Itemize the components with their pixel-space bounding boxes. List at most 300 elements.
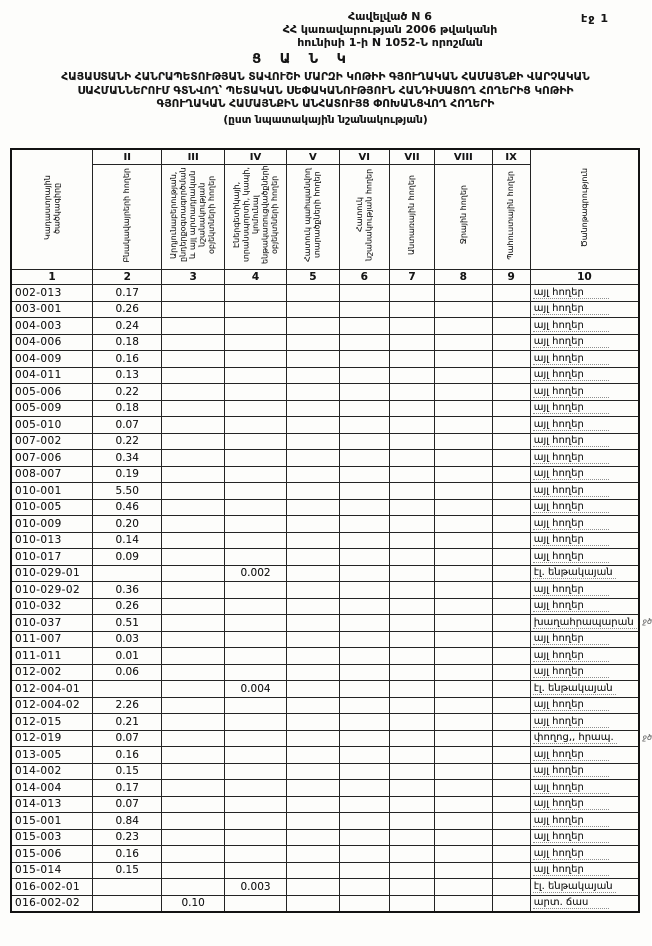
- note-cell: [530, 565, 639, 582]
- value-cell-col9: [492, 780, 530, 797]
- value-cell-col2: 0.01: [93, 648, 162, 665]
- note-text: այլ հողեր: [533, 699, 609, 711]
- note-cell: [530, 747, 639, 764]
- value-cell-col6: [339, 417, 389, 434]
- header-water-lands: Ջրային հողեր: [435, 165, 492, 270]
- note-cell: [530, 862, 639, 879]
- value-cell-col4: [224, 664, 286, 681]
- value-cell-col9: [492, 846, 530, 863]
- cadastral-code-cell: 016-002-02: [11, 895, 93, 912]
- value-cell-col7: [389, 301, 434, 318]
- table-row: [11, 301, 639, 318]
- cadastral-code-cell: 004-009: [11, 351, 93, 368]
- value-cell-col6: [339, 301, 389, 318]
- value-cell-col3: [162, 780, 224, 797]
- value-cell-col7: [389, 763, 434, 780]
- value-cell-col4: [224, 730, 286, 747]
- cadastral-code-cell: 010-017: [11, 549, 93, 566]
- value-cell-col2: 0.17: [93, 780, 162, 797]
- value-cell-col2: 0.34: [93, 450, 162, 467]
- value-cell-col5: [287, 466, 339, 483]
- value-cell-col9: [492, 747, 530, 764]
- note-cell: [530, 829, 639, 846]
- table-row: [11, 697, 639, 714]
- table-row: [11, 516, 639, 533]
- note-cell: [530, 318, 639, 335]
- value-cell-col5: [287, 598, 339, 615]
- note-cell: [530, 351, 639, 368]
- value-cell-col3: [162, 433, 224, 450]
- value-cell-col8: [435, 433, 492, 450]
- value-cell-col3: [162, 631, 224, 648]
- value-cell-col4: [224, 862, 286, 879]
- note-cell: [530, 813, 639, 830]
- value-cell-col7: [389, 730, 434, 747]
- value-cell-col9: [492, 714, 530, 731]
- value-cell-col5: [287, 895, 339, 912]
- value-cell-col8: [435, 615, 492, 632]
- value-cell-col7: [389, 417, 434, 434]
- subtitle-line: ՀԱՅԱՍՏԱՆԻ ՀԱՆՐԱՊԵՏՈՒԹՅԱՆ ՏԱՎՈՒՇԻ ՄԱՐԶԻ ԿՈԹԻԻ ԳՅՈՒՂԱԿԱՆ ՀԱՄԱՅՆՔԻ ՎԱՐՉԱԿԱՆ: [61, 71, 590, 83]
- cadastral-code-cell: 004-011: [11, 367, 93, 384]
- value-cell-col3: [162, 747, 224, 764]
- note-cell: [530, 681, 639, 698]
- note-text: խաղահրապարան: [533, 617, 637, 629]
- value-cell-col3: [162, 318, 224, 335]
- value-cell-col9: [492, 582, 530, 599]
- roman-VI: VI: [339, 149, 389, 165]
- value-cell-col4: [224, 301, 286, 318]
- value-cell-col3: [162, 846, 224, 863]
- table-row: [11, 318, 639, 335]
- value-cell-col7: [389, 796, 434, 813]
- value-cell-col8: [435, 813, 492, 830]
- value-cell-col9: [492, 796, 530, 813]
- value-cell-col9: [492, 648, 530, 665]
- note-cell: [530, 400, 639, 417]
- value-cell-col9: [492, 664, 530, 681]
- value-cell-col8: [435, 549, 492, 566]
- value-cell-col7: [389, 780, 434, 797]
- note-text: էլ. ենթակայան: [533, 881, 616, 893]
- value-cell-col4: [224, 433, 286, 450]
- value-cell-col6: [339, 648, 389, 665]
- value-cell-col2: [93, 681, 162, 698]
- value-cell-col5: [287, 334, 339, 351]
- value-cell-col2: 0.22: [93, 384, 162, 401]
- value-cell-col7: [389, 318, 434, 335]
- table-row: [11, 598, 639, 615]
- value-cell-col3: [162, 648, 224, 665]
- value-cell-col2: [93, 565, 162, 582]
- value-cell-col2: 0.07: [93, 796, 162, 813]
- cadastral-code-cell: 012-004-02: [11, 697, 93, 714]
- value-cell-col8: [435, 565, 492, 582]
- cadastral-code-cell: 007-002: [11, 433, 93, 450]
- value-cell-col7: [389, 829, 434, 846]
- value-cell-col5: [287, 549, 339, 566]
- note-text: այլ հողեր: [533, 336, 609, 348]
- subtitle-line: ԳՅՈՒՂԱԿԱՆ ՀԱՄԱՅՆՔԻՆ ԱՆՀԱՏՈՒՅՑ ՓՈԽԱՆՑՎՈՂ ՀՈՂԵՐԻ: [156, 98, 495, 110]
- value-cell-col6: [339, 829, 389, 846]
- value-cell-col5: [287, 829, 339, 846]
- value-cell-col5: [287, 367, 339, 384]
- value-cell-col7: [389, 565, 434, 582]
- roman-VIII: VIII: [435, 149, 492, 165]
- note-cell: [530, 763, 639, 780]
- value-cell-col6: [339, 714, 389, 731]
- value-cell-col4: [224, 351, 286, 368]
- value-cell-col8: [435, 730, 492, 747]
- cadastral-code-cell: 007-006: [11, 450, 93, 467]
- appendix-block: [170, 10, 610, 49]
- note-cell: [530, 285, 639, 302]
- note-cell: [530, 664, 639, 681]
- cadastral-code-cell: 005-009: [11, 400, 93, 417]
- value-cell-col6: [339, 549, 389, 566]
- column-number-row: [11, 270, 639, 285]
- value-cell-col4: [224, 615, 286, 632]
- value-cell-col4: [224, 483, 286, 500]
- note-text: այլ հողեր: [533, 831, 609, 843]
- value-cell-col9: [492, 384, 530, 401]
- note-cell: [530, 516, 639, 533]
- value-cell-col2: 0.16: [93, 846, 162, 863]
- value-cell-col5: [287, 450, 339, 467]
- note-text: այլ հողեր: [533, 650, 609, 662]
- value-cell-col6: [339, 384, 389, 401]
- value-cell-col2: 0.09: [93, 549, 162, 566]
- value-cell-col6: [339, 862, 389, 879]
- cadastral-code-cell: 011-011: [11, 648, 93, 665]
- value-cell-col2: 0.51: [93, 615, 162, 632]
- value-cell-col5: [287, 780, 339, 797]
- value-cell-col7: [389, 582, 434, 599]
- value-cell-col4: [224, 895, 286, 912]
- note-cell: [530, 532, 639, 549]
- cadastral-code-cell: 004-003: [11, 318, 93, 335]
- value-cell-col5: [287, 796, 339, 813]
- table-row: [11, 367, 639, 384]
- value-cell-col3: [162, 714, 224, 731]
- roman-V: V: [287, 149, 339, 165]
- value-cell-col8: [435, 367, 492, 384]
- value-cell-col7: [389, 664, 434, 681]
- value-cell-col6: [339, 598, 389, 615]
- value-cell-col9: [492, 681, 530, 698]
- value-cell-col4: [224, 714, 286, 731]
- value-cell-col5: [287, 714, 339, 731]
- note-text: այլ հողեր: [533, 369, 609, 381]
- table-row: [11, 714, 639, 731]
- note-text: այլ հողեր: [533, 600, 609, 612]
- cadastral-code-cell: 005-010: [11, 417, 93, 434]
- note-cell: [530, 648, 639, 665]
- value-cell-col6: [339, 433, 389, 450]
- page-number: էջ 1: [581, 12, 609, 25]
- table-row: [11, 499, 639, 516]
- value-cell-col4: [224, 318, 286, 335]
- value-cell-col4: [224, 417, 286, 434]
- cadastral-code-cell: 008-007: [11, 466, 93, 483]
- table-row: [11, 829, 639, 846]
- value-cell-col5: [287, 318, 339, 335]
- value-cell-col6: [339, 697, 389, 714]
- value-cell-col8: [435, 879, 492, 896]
- table-row: [11, 417, 639, 434]
- value-cell-col2: 0.07: [93, 417, 162, 434]
- table-row: [11, 532, 639, 549]
- value-cell-col3: [162, 582, 224, 599]
- value-cell-col2: [93, 879, 162, 896]
- value-cell-col8: [435, 747, 492, 764]
- subtitle-note: (ըստ նպատակային նշանակության): [223, 113, 428, 126]
- value-cell-col7: [389, 648, 434, 665]
- value-cell-col3: [162, 351, 224, 368]
- value-cell-col4: [224, 747, 286, 764]
- value-cell-col7: [389, 466, 434, 483]
- value-cell-col6: [339, 730, 389, 747]
- table-row: [11, 631, 639, 648]
- value-cell-col3: [162, 549, 224, 566]
- value-cell-col8: [435, 846, 492, 863]
- handwritten-margin-mark: ջծ: [642, 732, 652, 742]
- value-cell-col7: [389, 483, 434, 500]
- value-cell-col4: [224, 466, 286, 483]
- table-row: [11, 433, 639, 450]
- value-cell-col8: [435, 714, 492, 731]
- value-cell-col5: [287, 516, 339, 533]
- value-cell-col9: [492, 351, 530, 368]
- note-text: այլ հողեր: [533, 452, 609, 464]
- value-cell-col3: [162, 730, 224, 747]
- value-cell-col3: [162, 664, 224, 681]
- note-cell: [530, 582, 639, 599]
- header-settlement-lands: Բնակավայրերի հողեր: [93, 165, 162, 270]
- value-cell-col9: [492, 615, 530, 632]
- value-cell-col3: [162, 598, 224, 615]
- value-cell-col7: [389, 879, 434, 896]
- value-cell-col7: [389, 747, 434, 764]
- value-cell-col2: 0.06: [93, 664, 162, 681]
- value-cell-col8: [435, 681, 492, 698]
- note-text: այլ հողեր: [533, 386, 609, 398]
- land-transfer-table: [10, 148, 652, 913]
- value-cell-col8: [435, 499, 492, 516]
- appendix-line: հունիսի 1-ի N 1052-Ն որոշման: [297, 36, 483, 49]
- value-cell-col4: 0.003: [224, 879, 286, 896]
- note-cell: [530, 796, 639, 813]
- value-cell-col5: [287, 846, 339, 863]
- table-row: [11, 565, 639, 582]
- value-cell-col3: [162, 796, 224, 813]
- note-cell: [530, 483, 639, 500]
- note-text: այլ հողեր: [533, 303, 609, 315]
- value-cell-col3: [162, 615, 224, 632]
- value-cell-col4: [224, 499, 286, 516]
- value-cell-col8: [435, 301, 492, 318]
- cadastral-code-cell: 015-001: [11, 813, 93, 830]
- note-text: այլ հողեր: [533, 864, 609, 876]
- value-cell-col5: [287, 532, 339, 549]
- value-cell-col3: 0.10: [162, 895, 224, 912]
- value-cell-col4: [224, 846, 286, 863]
- value-cell-col2: 5.50: [93, 483, 162, 500]
- value-cell-col7: [389, 697, 434, 714]
- cadastral-code-cell: 002-013: [11, 285, 93, 302]
- value-cell-col3: [162, 367, 224, 384]
- value-cell-col7: [389, 285, 434, 302]
- table-row: [11, 334, 639, 351]
- value-cell-col2: 0.19: [93, 466, 162, 483]
- value-cell-col2: 0.26: [93, 598, 162, 615]
- value-cell-col4: [224, 384, 286, 401]
- value-cell-col7: [389, 549, 434, 566]
- cadastral-code-cell: 010-005: [11, 499, 93, 516]
- value-cell-col8: [435, 532, 492, 549]
- value-cell-col5: [287, 730, 339, 747]
- cadastral-code-cell: 011-007: [11, 631, 93, 648]
- doc-subtitle: [4, 71, 647, 127]
- cadastral-code-cell: 012-019: [11, 730, 93, 747]
- value-cell-col8: [435, 384, 492, 401]
- value-cell-col6: [339, 780, 389, 797]
- col-number: 5: [287, 270, 339, 285]
- value-cell-col9: [492, 450, 530, 467]
- cadastral-code-cell: 005-006: [11, 384, 93, 401]
- cadastral-code-cell: 015-003: [11, 829, 93, 846]
- value-cell-col7: [389, 400, 434, 417]
- col-number: 8: [435, 270, 492, 285]
- value-cell-col7: [389, 615, 434, 632]
- cadastral-code-cell: 010-032: [11, 598, 93, 615]
- header-energy-transport-lands: Էներգետիկայի, տրանսպորտի, կապի, կոմունալ ենթակառուցվածքների օբյեկտների հողեր: [224, 165, 286, 270]
- value-cell-col8: [435, 796, 492, 813]
- subtitle-line: ՍԱՀՄԱՆՆԵՐՈՒՄ ԳՏՆՎՈՂ՝ ՊԵՏԱԿԱՆ ՍԵՓԱԿԱՆՈՒԹՅՈՒՆ ՀԱՆԴԻՍԱՑՈՂ ՀՈՂԵՐԻՑ ԿՈԹԻԻ: [77, 84, 574, 97]
- value-cell-col2: 0.14: [93, 532, 162, 549]
- note-cell: [530, 714, 639, 731]
- value-cell-col8: [435, 664, 492, 681]
- cadastral-code-cell: 014-002: [11, 763, 93, 780]
- col-number: 7: [389, 270, 434, 285]
- col-number: 10: [530, 270, 639, 285]
- header-cadastral-code-label: Կադաստրային ծածկագիրը: [42, 175, 61, 241]
- col-number: 9: [492, 270, 530, 285]
- value-cell-col6: [339, 516, 389, 533]
- value-cell-col4: [224, 763, 286, 780]
- value-cell-col2: 0.20: [93, 516, 162, 533]
- value-cell-col3: [162, 483, 224, 500]
- note-text: այլ հողեր: [533, 765, 609, 777]
- value-cell-col5: [287, 433, 339, 450]
- value-cell-col5: [287, 417, 339, 434]
- value-cell-col8: [435, 598, 492, 615]
- value-cell-col7: [389, 631, 434, 648]
- value-cell-col6: [339, 582, 389, 599]
- value-cell-col7: [389, 499, 434, 516]
- value-cell-col7: [389, 862, 434, 879]
- value-cell-col7: [389, 714, 434, 731]
- note-text: փողոց,, հրապ.: [533, 732, 617, 744]
- value-cell-col9: [492, 301, 530, 318]
- table-row: [11, 681, 639, 698]
- value-cell-col9: [492, 466, 530, 483]
- value-cell-col4: 0.002: [224, 565, 286, 582]
- note-cell: [530, 780, 639, 797]
- value-cell-col3: [162, 532, 224, 549]
- value-cell-col3: [162, 450, 224, 467]
- value-cell-col6: [339, 747, 389, 764]
- value-cell-col9: [492, 598, 530, 615]
- value-cell-col2: 0.15: [93, 862, 162, 879]
- table-row: [11, 895, 639, 912]
- cadastral-code-cell: 012-002: [11, 664, 93, 681]
- note-text: այլ հողեր: [533, 798, 609, 810]
- value-cell-col5: [287, 664, 339, 681]
- value-cell-col6: [339, 532, 389, 549]
- value-cell-col9: [492, 565, 530, 582]
- table-row: [11, 285, 639, 302]
- value-cell-col6: [339, 813, 389, 830]
- note-text: այլ հողեր: [533, 353, 609, 365]
- value-cell-col9: [492, 285, 530, 302]
- table-row: [11, 648, 639, 665]
- value-cell-col8: [435, 417, 492, 434]
- note-text: այլ հողեր: [533, 749, 609, 761]
- value-cell-col6: [339, 879, 389, 896]
- value-cell-col6: [339, 351, 389, 368]
- value-cell-col8: [435, 285, 492, 302]
- appendix-line: ՀՀ կառավարության 2006 թվականի: [282, 23, 498, 36]
- value-cell-col7: [389, 813, 434, 830]
- header-note: [530, 149, 639, 270]
- value-cell-col5: [287, 879, 339, 896]
- value-cell-col4: [224, 631, 286, 648]
- value-cell-col5: [287, 747, 339, 764]
- note-cell: [530, 334, 639, 351]
- value-cell-col7: [389, 351, 434, 368]
- value-cell-col9: [492, 730, 530, 747]
- value-cell-col3: [162, 400, 224, 417]
- value-cell-col4: [224, 796, 286, 813]
- note-cell: [530, 433, 639, 450]
- value-cell-col5: [287, 582, 339, 599]
- value-cell-col8: [435, 318, 492, 335]
- note-cell: [530, 417, 639, 434]
- value-cell-col9: [492, 483, 530, 500]
- roman-IX: IX: [492, 149, 530, 165]
- value-cell-col4: [224, 813, 286, 830]
- value-cell-col3: [162, 879, 224, 896]
- value-cell-col4: [224, 532, 286, 549]
- value-cell-col8: [435, 648, 492, 665]
- col-number: 1: [11, 270, 93, 285]
- value-cell-col8: [435, 631, 492, 648]
- value-cell-col8: [435, 466, 492, 483]
- value-cell-col7: [389, 895, 434, 912]
- cadastral-code-cell: 004-006: [11, 334, 93, 351]
- cadastral-code-cell: 012-004-01: [11, 681, 93, 698]
- note-text: էլ. ենթակայան: [533, 567, 616, 579]
- table-row: [11, 483, 639, 500]
- value-cell-col7: [389, 846, 434, 863]
- value-cell-col9: [492, 862, 530, 879]
- value-cell-col5: [287, 862, 339, 879]
- note-cell: [530, 697, 639, 714]
- note-text: այլ հողեր: [533, 782, 609, 794]
- value-cell-col9: [492, 631, 530, 648]
- value-cell-col3: [162, 334, 224, 351]
